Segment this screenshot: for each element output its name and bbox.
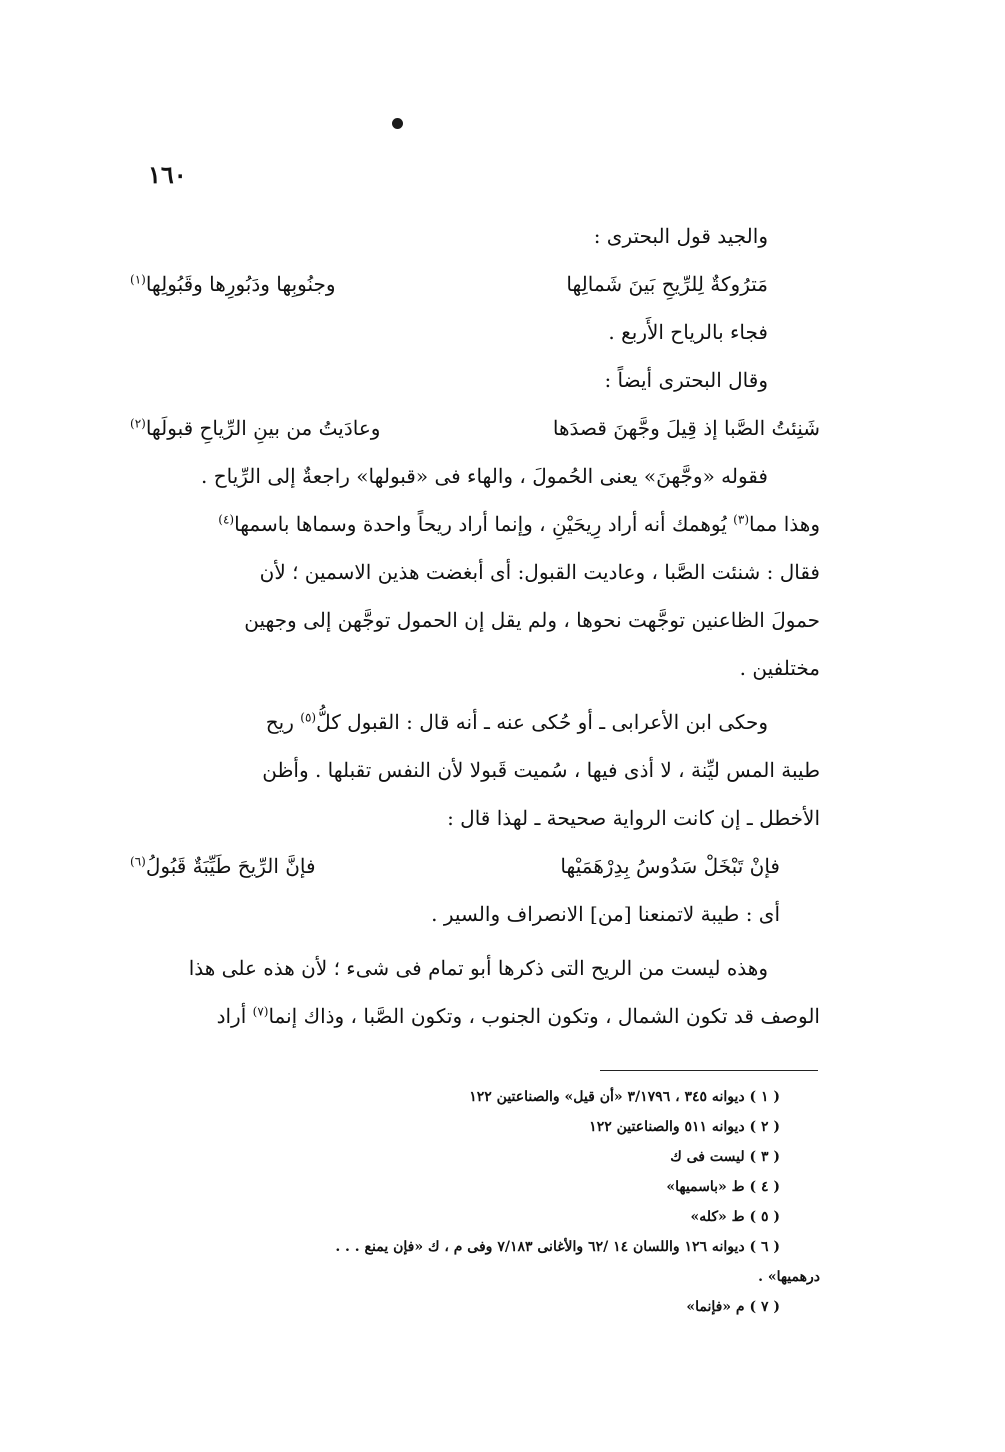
- verse-line: [130, 842, 820, 890]
- text-segment: يُوهمك أنه أراد رِيحَيْنِ ، وإنما أراد ريحاً واحدة وسماها باسمها: [234, 512, 734, 536]
- text-segment: الوصف قد تكون الشمال ، وتكون الجنوب ، وتكون الصَّبا ، وذاك إنما: [268, 1004, 820, 1028]
- text-line: [130, 548, 820, 596]
- text-segment: حمولَ الظاعنين توجَّهت نحوها ، ولم يقل إن الحمول توجَّهن إلى وجهين: [244, 608, 820, 632]
- ink-dot: [392, 118, 403, 129]
- verse-hemistich-right: مَترُوكةٌ لِلرِّيحِ بَينَ شَمالِها: [566, 272, 768, 296]
- text-segment: وحكى ابن الأعرابى ـ أو حُكى عنه ـ أنه قال : القبول كلُّ: [316, 710, 768, 734]
- footnote-mark: (٣): [733, 512, 749, 527]
- text-segment: وقال البحترى أيضاً :: [604, 368, 768, 392]
- text-segment: أى : طيبة لاتمنعنا [من] الانصراف والسير .: [431, 902, 780, 926]
- text-segment: والجيد قول البحترى :: [593, 224, 768, 248]
- text-segment: ريح: [265, 710, 301, 734]
- footnote: درهميها» .: [758, 1269, 820, 1285]
- text-line: [130, 890, 820, 938]
- verse-line: [130, 260, 820, 308]
- footnote: ( ٧ ) م «فإنما»: [686, 1299, 780, 1315]
- footnote: ( ٥ ) ط «كله»: [690, 1209, 780, 1225]
- verse-line: [130, 404, 820, 452]
- footnote: ( ٣ ) ليست فى ك: [670, 1149, 780, 1165]
- text-line: [130, 596, 820, 644]
- text-segment: أراد: [216, 1004, 253, 1028]
- text-segment: وهذه ليست من الريح التى ذكرها أبو تمام فى شىء ؛ لأن هذه على هذا: [188, 956, 768, 980]
- verse-hemistich-left: [130, 260, 336, 308]
- footnote-mark: (٧): [252, 1004, 269, 1019]
- text-line: [130, 644, 820, 692]
- verse-hemistich-left-text: فإنَّ الرِّيحَ طَيِّبَةٌ قَبُولُ: [145, 854, 316, 878]
- text-segment: فقال : شنئت الصَّبا ، وعاديت القبول: أى أبغضت هذين الاسمين ؛ لأن: [259, 560, 820, 584]
- text-line: [130, 212, 820, 260]
- text-segment: فقوله «وجَّهنَ» يعنى الحُمولَ ، والهاء فى «قبولها» راجعةٌ إلى الرِّياح .: [200, 464, 768, 488]
- text-segment: فجاء بالرياح الأَربع .: [608, 320, 768, 344]
- text-line: [130, 308, 820, 356]
- verse-hemistich-right: شَنِئتُ الصَّبا إذ قِيلَ وجَّهنَ قصدَها: [552, 416, 820, 440]
- verse-hemistich-left: [130, 404, 380, 452]
- main-text: [130, 212, 820, 1040]
- footnote-separator: [600, 1070, 818, 1071]
- text-line: [130, 944, 820, 992]
- verse-hemistich-left: [130, 842, 316, 890]
- text-segment: وهذا مما: [749, 512, 820, 536]
- text-segment: الأخطل ـ إن كانت الرواية صحيحة ـ لهذا قال :: [447, 806, 820, 830]
- text-line: [130, 500, 820, 548]
- footnote: ( ٦ ) ديوانه ١٢٦ واللسان ١٤ /٦٢ والأغانى ٧/١٨٣ وفى م ، ك «فإن يمنع . . .: [335, 1239, 780, 1255]
- text-line: [130, 746, 820, 794]
- text-segment: مختلفين .: [739, 656, 820, 680]
- text-line: [130, 698, 820, 746]
- footnote-mark: (٤): [218, 512, 235, 527]
- footnote-mark: (١): [130, 272, 146, 287]
- footnote: ( ٢ ) ديوانه ٥١١ والصناعتين ١٢٢: [589, 1119, 780, 1135]
- footnote-mark: (٢): [130, 416, 146, 431]
- footnote-mark: (٥): [300, 710, 317, 725]
- footnotes: [130, 1082, 820, 1322]
- verse-hemistich-left-text: وجنُوبِها ودَبُورِها وقَبُولِها: [145, 272, 336, 296]
- text-line: [130, 356, 820, 404]
- text-segment: طيبة المس ليِّنة ، لا أذى فيها ، سُميت قَبولا لأن النفس تقبلها . وأظن: [262, 758, 820, 782]
- verse-hemistich-left-text: وعادَيتُ من بينِ الرِّياحِ قبولَها: [145, 416, 381, 440]
- footnote: ( ٤ ) ط «باسميها»: [666, 1179, 780, 1195]
- verse-hemistich-right: فإنْ تَبْخَلْ سَدُوسُ بِدِرْهَمَيْها: [560, 854, 780, 878]
- page-number: ١٦٠: [148, 160, 187, 189]
- text-line: [130, 452, 820, 500]
- footnote-mark: (٦): [130, 854, 146, 869]
- footnote: ( ١ ) ديوانه ٣٤٥ ، ٣/١٧٩٦ «أن قيل» والصناعتين ١٢٢: [469, 1089, 780, 1105]
- text-line: [130, 794, 820, 842]
- text-line: [130, 992, 820, 1040]
